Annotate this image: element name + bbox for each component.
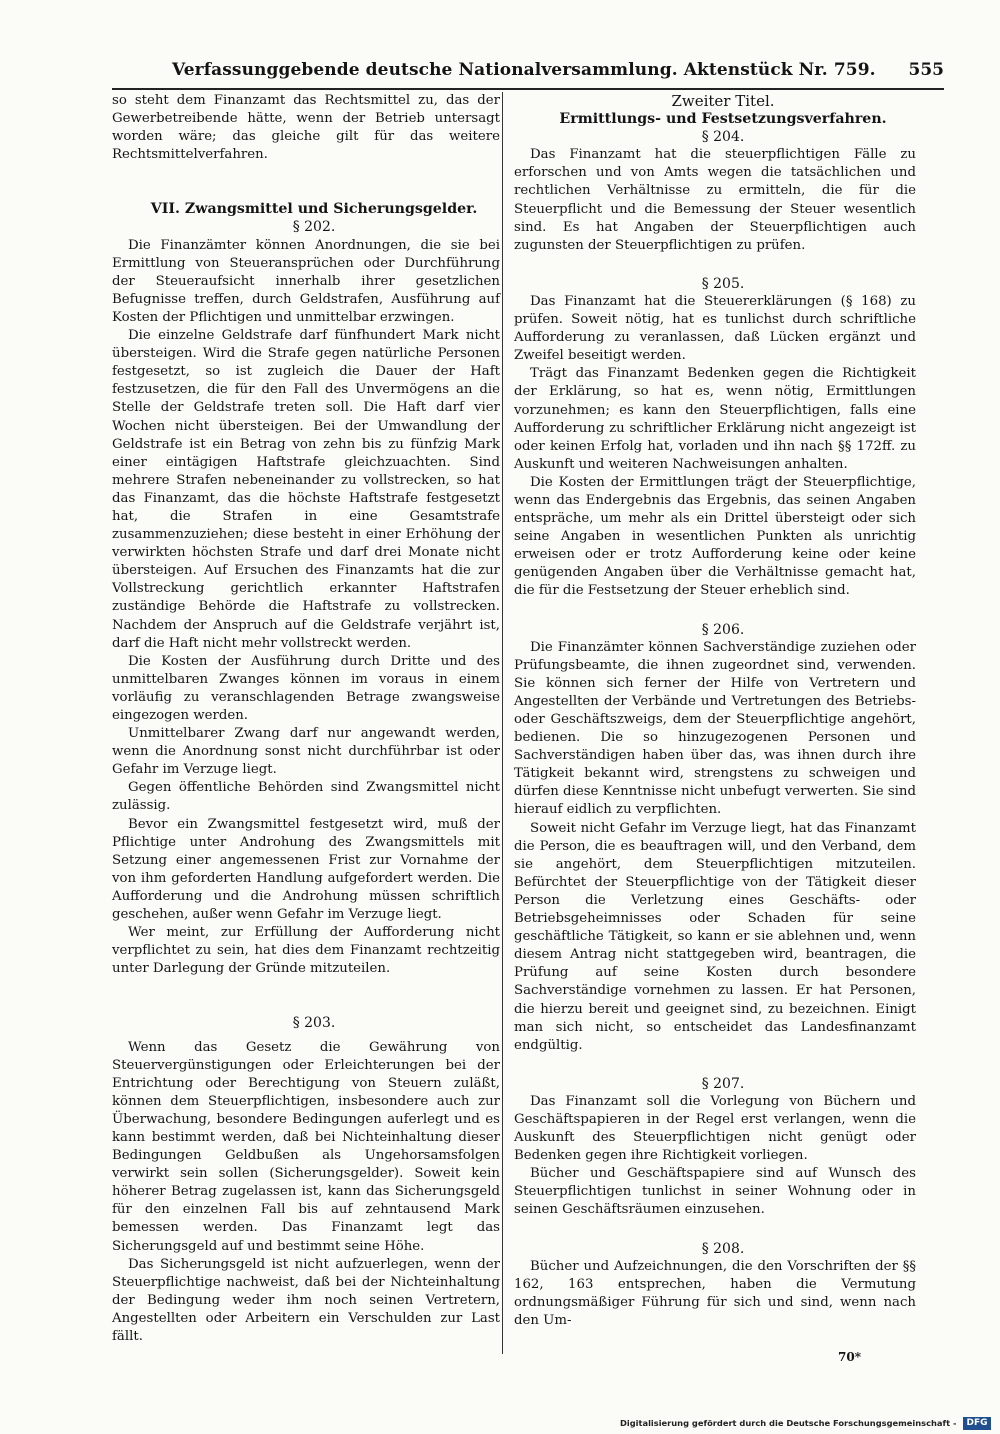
spacer	[112, 978, 500, 1014]
s202-paragraph-4: Unmittelbarer Zwang darf nur angewandt werden, wenn die Anordnung sonst nicht durchführbar ist oder Gefahr im Verzuge liegt.	[112, 726, 500, 778]
s205-paragraph-1: Das Finanzamt hat die Steuererklärungen (§ 168) zu prüfen. Soweit nötig, hat es tunlichst durch schriftliche Aufforderung zu veranlassen, daß Lücken ergänzt und Zweifel beseitigt werden.	[514, 293, 916, 364]
paragraph-mark-205: § 205.	[701, 275, 745, 292]
left-column	[112, 92, 500, 1346]
digitization-credit: Digitalisierung gefördert durch die Deutsche Forschungsgemeinschaft -	[620, 1418, 957, 1428]
continuation-paragraph: so steht dem Finanzamt das Rechtsmittel zu, das der Gewerbetreibende hätte, wenn der Betrieb untersagt worden wäre; das gleiche gilt für das weitere Rechtsmittelverfahren.	[112, 93, 500, 163]
spacer	[112, 164, 500, 200]
paragraph-mark-206: § 206.	[701, 621, 745, 638]
s202-paragraph-5: Gegen öffentliche Behörden sind Zwangsmittel nicht zulässig.	[112, 780, 500, 814]
spacer	[514, 1220, 916, 1240]
paragraph-mark-204: § 204.	[701, 129, 745, 146]
title-part: Zweiter Titel.	[671, 92, 775, 110]
section-heading-vii: VII. Zwangsmittel und Sicherungsgelder.	[150, 201, 478, 218]
s207-paragraph-2: Bücher und Geschäftspapiere sind auf Wunsch des Steuerpflichtigen tunlichst in seiner Wohnung oder in seinen Geschäftsräumen einzusehen.	[514, 1166, 916, 1218]
s205-paragraph-3: Die Kosten der Ermittlungen trägt der Steuerpflichtige, wenn das Endergebnis das Ergebnis, das seinen Angaben entspräche, um mehr als ein Drittel übersteigt oder sich seine Angaben in wesentlichen Punkten als unrichtig erweisen oder er trotz Aufforderung keine oder keine genügenden Angaben über die Verhältnisse gemacht hat, die für die Festsetzung der Steuer erheblich sind.	[514, 474, 916, 599]
dfg-logo: DFG	[963, 1417, 991, 1430]
s203-paragraph-1: Wenn das Gesetz die Gewährung von Steuervergünstigungen oder Erleichterungen bei der Entrichtung oder Berechtigung von Steuern zuläßt, können dem Steuerpflichtigen, insbesondere auch zur Überwachung, besondere Bedingungen auferlegt und es kann bestimmt werden, daß bei Nichteinhaltung dieser Bedingungen Geldbußen als Ungehorsamsfolgen verwirkt sein sollen (Sicherungsgelder). Soweit kein höherer Betrag zugelassen ist, kann das Sicherungsgeld für den einzelnen Fall bis auf zehntausend Mark bemessen werden. Das Finanzamt legt das Sicherungsgeld auf und bestimmt seine Höhe.	[112, 1039, 500, 1254]
paragraph-mark-207: § 207.	[701, 1075, 745, 1092]
s207-paragraph-1: Das Finanzamt soll die Vorlegung von Büchern und Geschäftspapieren in der Regel erst verlangen, wenn die Auskunft des Steuerpflichtigen nicht genügt oder Bedenken gegen ihre Richtigkeit vorliegen.	[514, 1093, 916, 1164]
spacer	[514, 255, 916, 275]
s202-paragraph-1: Die Finanzämter können Anordnungen, die sie bei Ermittlung von Steueransprüchen oder Durchführung der Steueraufsicht innerhalb ihrer gesetzlichen Befugnisse treffen, durch Geldstrafen, Ausführung auf Kosten der Pflichtigen und unmittelbar erzwingen.	[112, 237, 500, 325]
page-header	[112, 56, 944, 90]
s206-paragraph-2: Soweit nicht Gefahr im Verzuge liegt, hat das Finanzamt die Person, die es beauftragen will, und den Verband, dem sie angehört, dem Steuerpflichtigen mitzuteilen. Befürchtet der Steuerpflichtige von der Tätigkeit dieser Person die Verletzung eines Geschäfts- oder Betriebsgeheimnisses oder Schaden für seine geschäftliche Tätigkeit, so kann er sie ablehnen und, wenn diesem Antrag nicht stattgegeben wird, beantragen, die Prüfung auf seine Kosten durch besondere Sachverständige vornehmen zu lassen. Er hat Personen, die hierzu bereit und geeignet sind, zu bezeichnen. Einigt man sich nicht, so entscheidet das Landesfinanzamt endgültig.	[514, 820, 916, 1053]
paragraph-mark-208: § 208.	[701, 1240, 745, 1257]
s204-paragraph-1: Das Finanzamt hat die steuerpflichtigen Fälle zu erforschen und von Amts wegen die tatsächlichen und rechtlichen Verhältnisse zu ermitteln, die für die Steuerpflicht und die Bemessung der Steuer wesentlich sind. Es hat Angaben der Steuerpflichtigen auch zugunsten der Steuerpflichtigen zu prüfen.	[514, 147, 916, 253]
s202-paragraph-2: Die einzelne Geldstrafe darf fünfhundert Mark nicht übersteigen. Wird die Strafe gegen natürliche Personen festgesetzt, so ist zugleich die Dauer der Haft festzusetzen, die für den Fall des Unvermögens an die Stelle der Geldstrafe treten soll. Die Haft darf vier Wochen nicht übersteigen. Bei der Umwandlung der Geldstrafe ist ein Betrag von zehn bis zu fünfzig Mark einer eintägigen Haftstrafe gleichzuachten. Sind mehrere Strafen nebeneinander zu vollstrecken, so hat das Finanzamt, das die höchste Haftstrafe festgesetzt hat, die Strafen in eine Gesamtstrafe zusammenzuziehen; diese besteht in einer Erhöhung der verwirkten höchsten Strafe und darf drei Monate nicht übersteigen. Auf Ersuchen des Finanzamts hat die zur Vollstreckung gerichtlich erkannter Haftstrafen zuständige Behörde die Haftstrafe zu vollstrecken. Nachdem der Anspruch auf die Geldstrafe verjährt ist, darf die Haft nicht mehr vollstreckt werden.	[112, 328, 500, 651]
s206-paragraph-1: Die Finanzämter können Sachverständige zuziehen oder Prüfungsbeamte, die ihnen zugeordnet sind, verwenden. Sie können sich ferner der Hilfe von Vertretern und Angestellten der Verbände und Vertretungen des Betriebs- oder Geschäftszweigs, dem der Steuerpflichtige angehört, bedienen. Die so hinzugezogenen Personen und Sachverständigen haben über das, was ihnen durch ihre Tätigkeit bekannt wird, strengstens zu schweigen und dürfen diese Kenntnisse nicht unbefugt verwerten. Sie sind hierauf eidlich zu verpflichten.	[514, 639, 916, 818]
s208-paragraph-1: Bücher und Aufzeichnungen, die den Vorschriften der §§ 162, 163 entsprechen, haben die Vermutung ordnungsmäßiger Führung für sich und sind, wenn nach den Um-	[514, 1258, 916, 1328]
right-column	[514, 92, 916, 1330]
spacer	[514, 601, 916, 621]
paragraph-mark-203: § 203.	[292, 1015, 336, 1032]
s203-paragraph-2: Das Sicherungsgeld ist nicht aufzuerlegen, wenn der Steuerpflichtige nachweist, daß bei der Nichteinhaltung der Bedingung weder ihm noch seinen Vertretern, Angestellten oder Arbeitern ein Verschulden zur Last fällt.	[112, 1256, 500, 1344]
s202-paragraph-3: Die Kosten der Ausführung durch Dritte und des unmittelbaren Zwanges können im voraus in einem vorläufig zu veranschlagenden Betrage zwangsweise eingezogen werden.	[112, 653, 500, 723]
s202-paragraph-6: Bevor ein Zwangsmittel festgesetzt wird, muß der Pflichtige unter Androhung des Zwangsmittels mit Setzung einer angemessenen Frist zur Vornahme der von ihm geforderten Handlung aufgefordert werden. Die Aufforderung und die Androhung müssen schriftlich geschehen, außer wenn Gefahr im Verzuge liegt.	[112, 816, 500, 923]
s202-paragraph-7: Wer meint, zur Erfüllung der Aufforderung nicht verpflichtet zu sein, hat dies dem Finanzamt rechtzeitig unter Darlegung der Gründe mitzuteilen.	[112, 925, 500, 977]
column-divider	[502, 92, 503, 1354]
paragraph-mark-202: § 202.	[292, 219, 336, 236]
page-number: 555	[908, 60, 944, 80]
signature-mark: 70*	[838, 1350, 861, 1364]
title-name: Ermittlungs- und Festsetzungsverfahren.	[559, 111, 887, 128]
spacer	[514, 1055, 916, 1075]
s205-paragraph-2: Trägt das Finanzamt Bedenken gegen die Richtigkeit der Erklärung, so hat es, wenn nötig, Ermittlungen vorzunehmen; es kann den Steuerpflichtigen, falls eine Aufforderung zu schriftlicher Erklärung nicht angezeigt ist oder keinen Erfolg hat, vorladen und ihn nach §§ 172ff. zu Auskunft und weiteren Nachweisungen anhalten.	[514, 366, 916, 472]
running-title: Verfassunggebende deutsche Nationalversammlung. Aktenstück Nr. 759.	[172, 60, 876, 80]
